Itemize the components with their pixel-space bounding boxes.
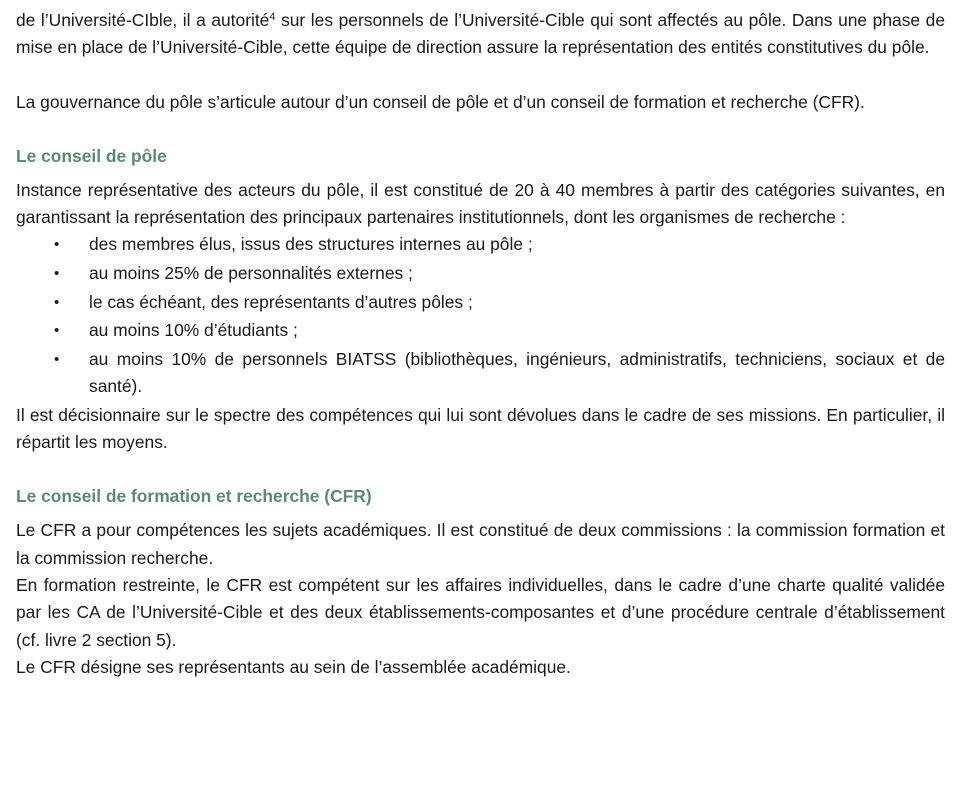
intro-paragraph-1: [16, 7, 945, 62]
list-item-text: au moins 10% de personnels BIATSS (bibliothèques, ingénieurs, administratifs, techniciens, sociaux et de santé).: [89, 348, 945, 397]
bullet-icon: •: [54, 236, 60, 254]
cfr-paragraph-2: En formation restreinte, le CFR est compétent sur les affaires individuelles, dans le cadre d’une charte qualité validée par les CA de l’Université-Cible et des deux établissements-composantes et d’une procédure centrale d’établissement (cf. livre 2 section 5).: [16, 574, 945, 650]
list-item: [16, 231, 945, 258]
document-page: [16, 7, 945, 681]
list-item: [16, 260, 945, 287]
list-item: [16, 317, 945, 344]
list-item-text: des membres élus, issus des structures internes au pôle ;: [89, 234, 533, 255]
cfr-paragraph-3: Le CFR désigne ses représentants au sein de l’assemblée académique.: [16, 656, 571, 677]
intro-paragraph-2: La gouvernance du pôle s’articule autour d’un conseil de pôle et d’un conseil de formation et recherche (CFR).: [16, 91, 865, 112]
intro-text-part-1: de l’Université-CIble, il a autorité: [16, 10, 270, 30]
conseil-pole-outro: Il est décisionnaire sur le spectre des compétences qui lui sont dévolues dans le cadre de ses missions. En particulier, il répartit les moyens.: [16, 404, 945, 453]
cfr-paragraph-1: Le CFR a pour compétences les sujets académiques. Il est constitué de deux commissions : la commission formation et la commission recherche.: [16, 520, 945, 568]
bullet-icon: •: [54, 265, 60, 283]
conseil-pole-intro: Instance représentative des acteurs du pôle, il est constitué de 20 à 40 membres à partir des catégories suivantes, en garantissant la représentation des principaux partenaires institutionnels, dont les organismes de recherche :: [16, 179, 945, 228]
list-item-text: le cas échéant, des représentants d’autres pôles ;: [89, 291, 473, 312]
bullet-icon: •: [54, 322, 60, 340]
list-item-text: au moins 25% de personnalités externes ;: [89, 263, 413, 284]
footnote-reference[interactable]: 4: [269, 11, 276, 23]
list-item-text: au moins 10% d’étudiants ;: [89, 320, 298, 341]
intro-text-part-2: sur les personnels de l’Université-Cible qui sont affectés au pôle. Dans une phase de mise en place de l’Université-Cible, cette équipe de direction assure la représentation des entités constitutives du pôle.: [16, 10, 945, 58]
membership-list: [16, 231, 945, 400]
section-heading-conseil-pole: Le conseil de pôle: [16, 145, 167, 166]
bullet-icon: •: [54, 350, 60, 368]
list-item: [16, 289, 945, 316]
bullet-icon: •: [54, 293, 60, 311]
section-heading-cfr: Le conseil de formation et recherche (CFR): [16, 486, 372, 507]
list-item: [16, 346, 945, 401]
